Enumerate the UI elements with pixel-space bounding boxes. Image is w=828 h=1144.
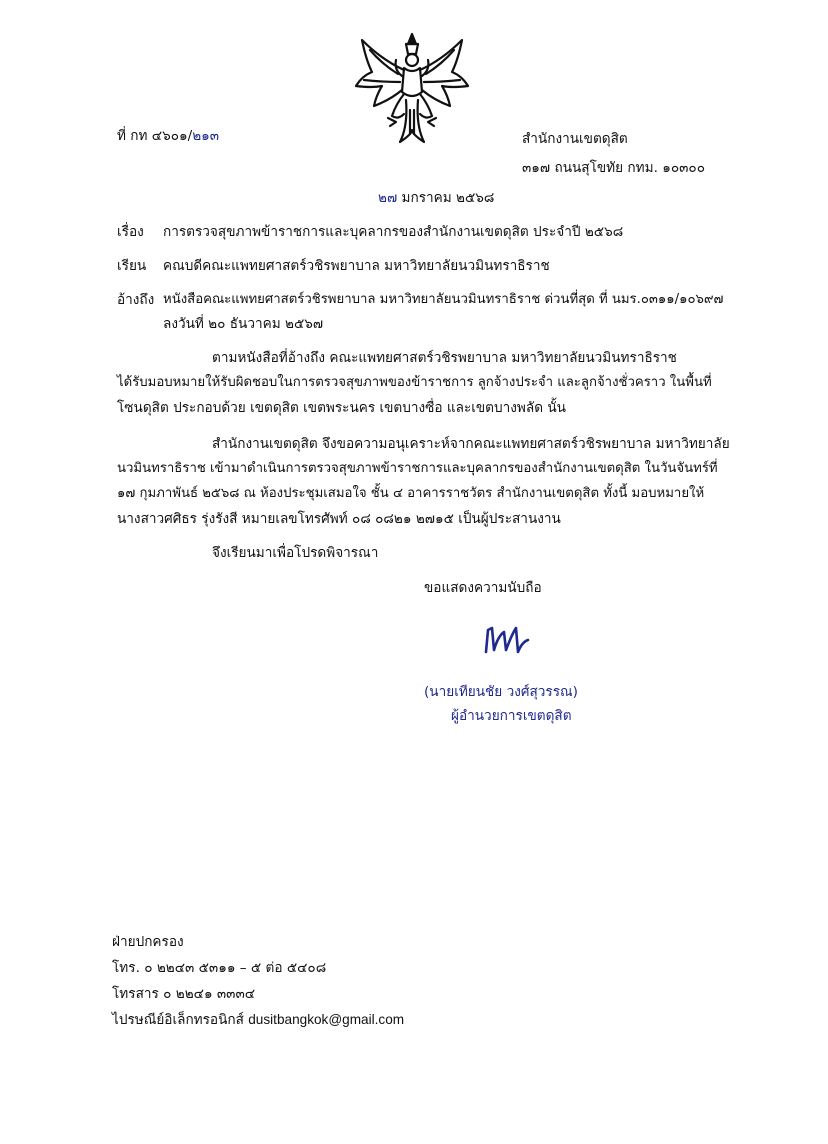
- signatory-name: (นายเทียนชัย วงศ์สุวรรณ): [424, 684, 578, 700]
- office-name: สำนักงานเขตดุสิต: [522, 131, 628, 147]
- date-month-year: มกราคม ๒๕๖๘: [401, 190, 495, 206]
- garuda-emblem-icon: [352, 30, 472, 150]
- paragraph-2-line: ๑๗ กุมภาพันธ์ ๒๕๖๘ ณ ห้องประชุมเสมอใจ ชั้น ๔ อาคารราชวัตร สำนักงานเขตดุสิต ทั้งนี้ มอบหมายให้: [117, 486, 705, 501]
- reference-label: อ้างถึง: [117, 292, 155, 308]
- signatory-position: ผู้อำนวยการเขตดุสิต: [451, 708, 572, 724]
- reference-number: ๒๑๓: [192, 128, 220, 144]
- footer-phone: โทร. ๐ ๒๒๔๓ ๕๓๑๑ – ๕ ต่อ ๕๔๐๘: [112, 960, 327, 976]
- reference-line-2: ลงวันที่ ๒๐ ธันวาคม ๒๕๖๗: [163, 316, 324, 332]
- closing-salutation: ขอแสดงความนับถือ: [424, 580, 542, 596]
- office-address: ๓๑๗ ถนนสุโขทัย กทม. ๑๐๓๐๐: [522, 160, 706, 176]
- email-label: ไปรษณีย์อิเล็กทรอนิกส์: [112, 1012, 244, 1028]
- paragraph-1-line: โซนดุสิต ประกอบด้วย เขตดุสิต เขตพระนคร เขตบางซื่อ และเขตบางพลัด นั้น: [117, 400, 566, 416]
- recipient-text: คณบดีคณะแพทยศาสตร์วชิรพยาบาล มหาวิทยาลัยนวมินทราธิราช: [163, 258, 550, 274]
- paragraph-2-line: นวมินทราธิราช เข้ามาดำเนินการตรวจสุขภาพข้าราชการและบุคลากรของสำนักงานเขตดุสิต ในวันจันทร์ที่: [117, 461, 718, 476]
- paragraph-1-line: ได้รับมอบหมายให้รับผิดชอบในการตรวจสุขภาพของข้าราชการ ลูกจ้างประจำ และลูกจ้างชั่วคราว ในพื้นที่: [117, 375, 712, 390]
- paragraph-2-line: สำนักงานเขตดุสิต จึงขอความอนุเคราะห์จากคณะแพทยศาสตร์วชิรพยาบาล มหาวิทยาลัย: [212, 436, 730, 452]
- reference-line-1: หนังสือคณะแพทยศาสตร์วชิรพยาบาล มหาวิทยาลัยนวมินทราธิราช ด่วนที่สุด ที่ นมร.๐๓๑๑/๑๐๖๙๗: [163, 292, 724, 307]
- footer-email: [112, 1010, 404, 1030]
- email-address: dusitbangkok@gmail.com: [248, 1012, 405, 1027]
- reference-prefix: ที่ กท ๔๖๐๑/: [117, 128, 193, 144]
- footer-fax: โทรสาร ๐ ๒๒๔๑ ๓๓๓๔: [112, 986, 256, 1002]
- paragraph-1-line: ตามหนังสือที่อ้างถึง คณะแพทยศาสตร์วชิรพยาบาล มหาวิทยาลัยนวมินทราธิราช: [212, 350, 677, 366]
- document-reference: [117, 126, 219, 146]
- paragraph-2-line: นางสาวศศิธร รุ่งรังสี หมายเลขโทรศัพท์ ๐๘ ๐๘๒๑ ๒๗๑๕ เป็นผู้ประสานงาน: [117, 511, 561, 527]
- closing-request: จึงเรียนมาเพื่อโปรดพิจารณา: [212, 545, 379, 561]
- document-date: [378, 188, 494, 208]
- handwritten-signature: [482, 622, 534, 658]
- footer-division: ฝ่ายปกครอง: [112, 934, 184, 950]
- recipient-label: เรียน: [117, 258, 147, 274]
- subject-text: การตรวจสุขภาพข้าราชการและบุคลากรของสำนักงานเขตดุสิต ประจำปี ๒๕๖๘: [163, 224, 624, 240]
- subject-label: เรื่อง: [117, 224, 144, 240]
- date-day: ๒๗: [378, 190, 398, 206]
